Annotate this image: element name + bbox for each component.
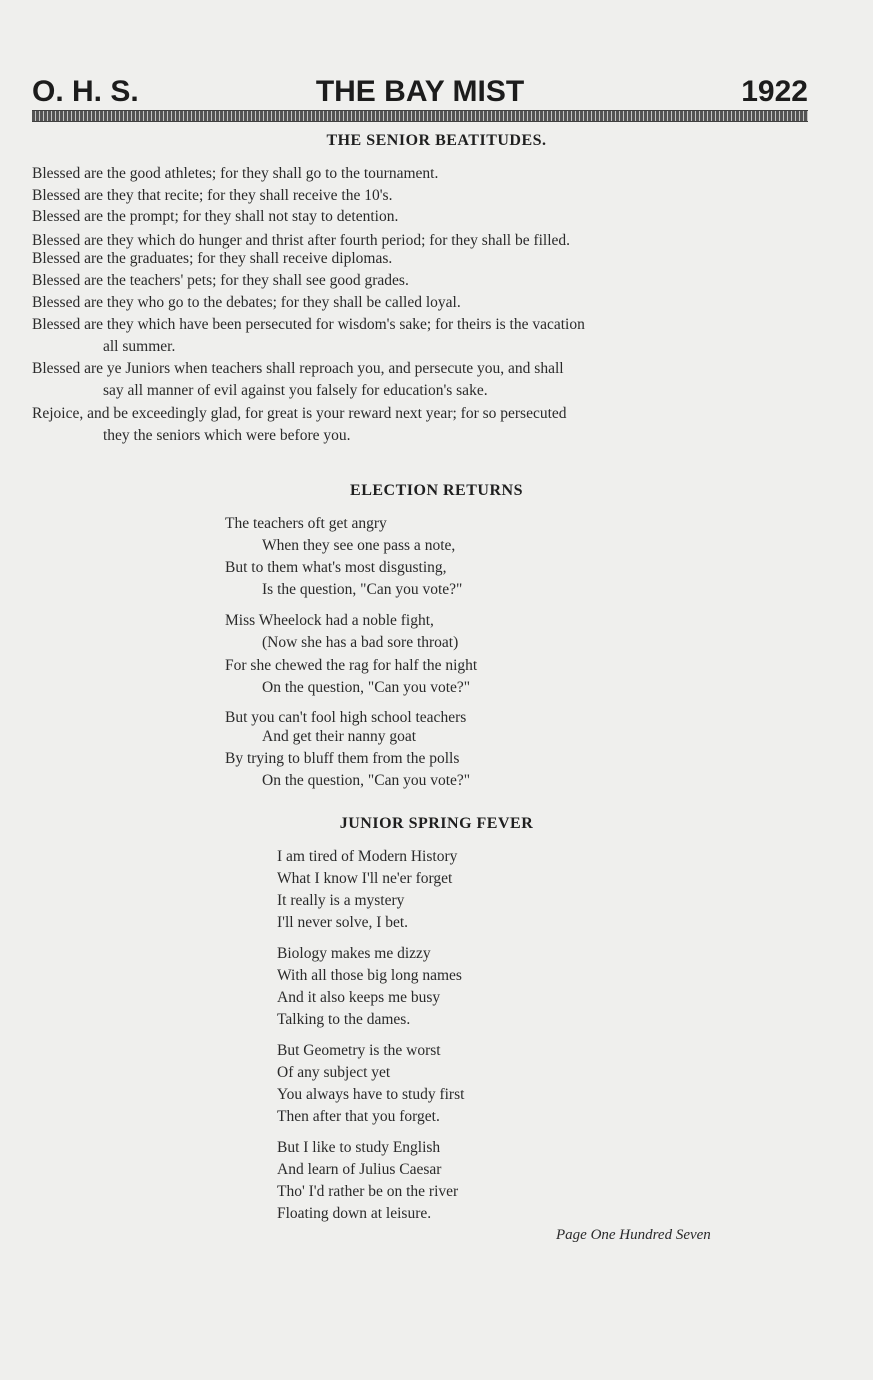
poem-line: (Now she has a bad sore throat) (262, 634, 459, 651)
poem-line: But to them what's most disgusting, (225, 559, 447, 576)
poem-line: And learn of Julius Caesar (277, 1161, 442, 1178)
beatitude-line: Blessed are the teachers' pets; for they shall see good grades. (32, 272, 409, 289)
beatitudes-heading: THE SENIOR BEATITUDES. (326, 132, 547, 149)
beatitude-line: Blessed are they which have been persecuted for wisdom's sake; for theirs is the vacation (32, 316, 585, 333)
masthead-year: 1922 (741, 75, 808, 108)
beatitude-line: Blessed are they which do hunger and thrist after fourth period; for they shall be filled. (32, 232, 571, 249)
masthead (32, 72, 808, 112)
poem-line: It really is a mystery (277, 892, 405, 909)
poem-line: Tho' I'd rather be on the river (277, 1183, 459, 1200)
poem-line: I am tired of Modern History (277, 848, 458, 865)
masthead-title: THE BAY MIST (315, 75, 525, 108)
poem-line: With all those big long names (277, 967, 462, 984)
poem-line: You always have to study first (277, 1086, 465, 1103)
poem-line: But I like to study English (277, 1139, 441, 1156)
poem-line: I'll never solve, I bet. (277, 914, 409, 931)
poem-line: And get their nanny goat (262, 728, 417, 745)
poem-line: Of any subject yet (277, 1064, 391, 1081)
election-poem (225, 513, 645, 803)
beatitude-line-continued: all summer. (103, 338, 176, 355)
poem-line: On the question, "Can you vote?" (262, 772, 471, 789)
beatitude-line: Blessed are the graduates; for they shall receive diplomas. (32, 250, 393, 267)
poem-line: On the question, "Can you vote?" (262, 679, 471, 696)
poem-line: Is the question, "Can you vote?" (262, 581, 463, 598)
poem-line: The teachers oft get angry (225, 515, 387, 532)
poem-line: Biology makes me dizzy (277, 945, 431, 962)
poem-line: Miss Wheelock had a noble fight, (225, 612, 434, 629)
poem-line: Floating down at leisure. (277, 1205, 432, 1222)
beatitude-line-continued: say all manner of evil against you falsely for education's sake. (103, 382, 488, 399)
beatitude-line-continued: they the seniors which were before you. (103, 427, 351, 444)
beatitude-line: Blessed are the prompt; for they shall not stay to detention. (32, 208, 399, 225)
beatitude-line: Blessed are ye Juniors when teachers shall reproach you, and persecute you, and shall (32, 360, 564, 377)
junior-poem (277, 846, 597, 1226)
poem-line: For she chewed the rag for half the night (225, 657, 478, 674)
beatitude-line: Blessed are they who go to the debates; for they shall be called loyal. (32, 294, 461, 311)
junior-heading: JUNIOR SPRING FEVER (339, 815, 534, 832)
poem-line: But you can't fool high school teachers (225, 709, 467, 726)
election-heading: ELECTION RETURNS (350, 482, 523, 499)
page-number: Page One Hundred Seven (556, 1227, 711, 1243)
poem-line: Then after that you forget. (277, 1108, 440, 1125)
beatitude-line: Blessed are the good athletes; for they shall go to the tournament. (32, 165, 439, 182)
beatitude-line: Blessed are they that recite; for they shall receive the 10's. (32, 187, 393, 204)
poem-line: By trying to bluff them from the polls (225, 750, 460, 767)
poem-line: But Geometry is the worst (277, 1042, 441, 1059)
masthead-school: O. H. S. (32, 75, 139, 108)
poem-line: And it also keeps me busy (277, 989, 441, 1006)
poem-line: When they see one pass a note, (262, 537, 456, 554)
poem-line: Talking to the dames. (277, 1011, 411, 1028)
poem-line: What I know I'll ne'er forget (277, 870, 453, 887)
beatitude-line: Rejoice, and be exceedingly glad, for great is your reward next year; for so persecuted (32, 405, 567, 422)
masthead-rule (32, 110, 808, 122)
